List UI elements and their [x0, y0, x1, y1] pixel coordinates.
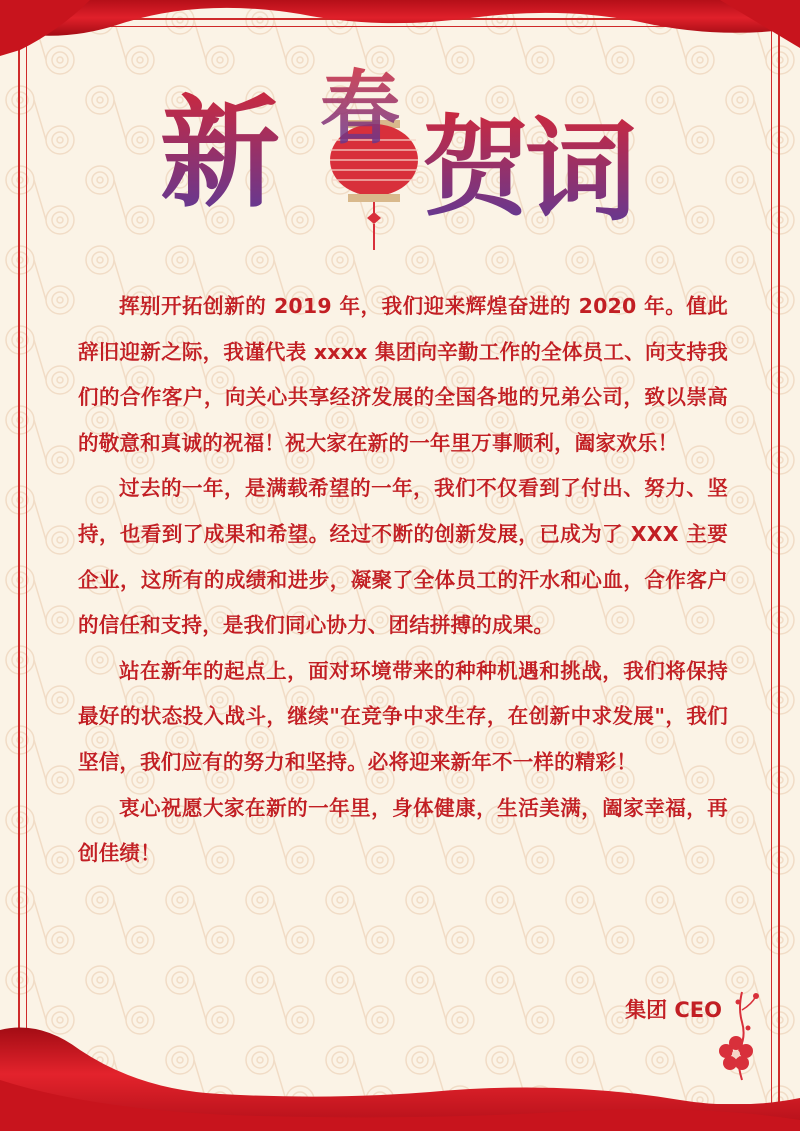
paragraph-1: 挥别开拓创新的 2019 年，我们迎来辉煌奋进的 2020 年。值此辞旧迎新之际，我谨代表 xxxx 集团向辛勤工作的全体员工、向支持我们的合作客户，向关心共享经济发展的全国各地的兄弟公司，致以崇高的敬意和真诚的祝福！祝大家在新的一年里万事顺利，阖家欢乐！ [78, 294, 728, 455]
svg-text:新: 新 [160, 83, 280, 224]
svg-text:贺: 贺 [422, 105, 531, 231]
bottom-red-ribbon [0, 1020, 800, 1131]
letter-body [78, 284, 728, 877]
paragraph-4: 衷心祝愿大家在新的一年里，身体健康，生活美满，阖家幸福，再创佳绩！ [78, 795, 728, 866]
title-calligraphy [160, 40, 640, 270]
title-art-graphic [160, 40, 640, 270]
svg-text:春: 春 [320, 61, 400, 155]
plum-blossom-icon [712, 988, 772, 1083]
svg-text:词: 词 [525, 106, 637, 237]
signature: 集团 CEO [625, 998, 722, 1022]
paragraph-3: 站在新年的起点上，面对环境带来的种种机遇和挑战，我们将保持最好的状态投入战斗，继续"在竞争中求生存，在创新中求发展"，我们坚信，我们应有的努力和坚持。必将迎来新年不一样的精彩！ [78, 658, 728, 774]
paragraph-2: 过去的一年，是满载希望的一年，我们不仅看到了付出、努力、坚持，也看到了成果和希望。经过不断的创新发展，已成为了 XXX 主要企业，这所有的成绩和进步，凝聚了全体员工的汗水和心血，合作客户的信任和支持，是我们同心协力、团结拼搏的成果。 [78, 476, 728, 638]
